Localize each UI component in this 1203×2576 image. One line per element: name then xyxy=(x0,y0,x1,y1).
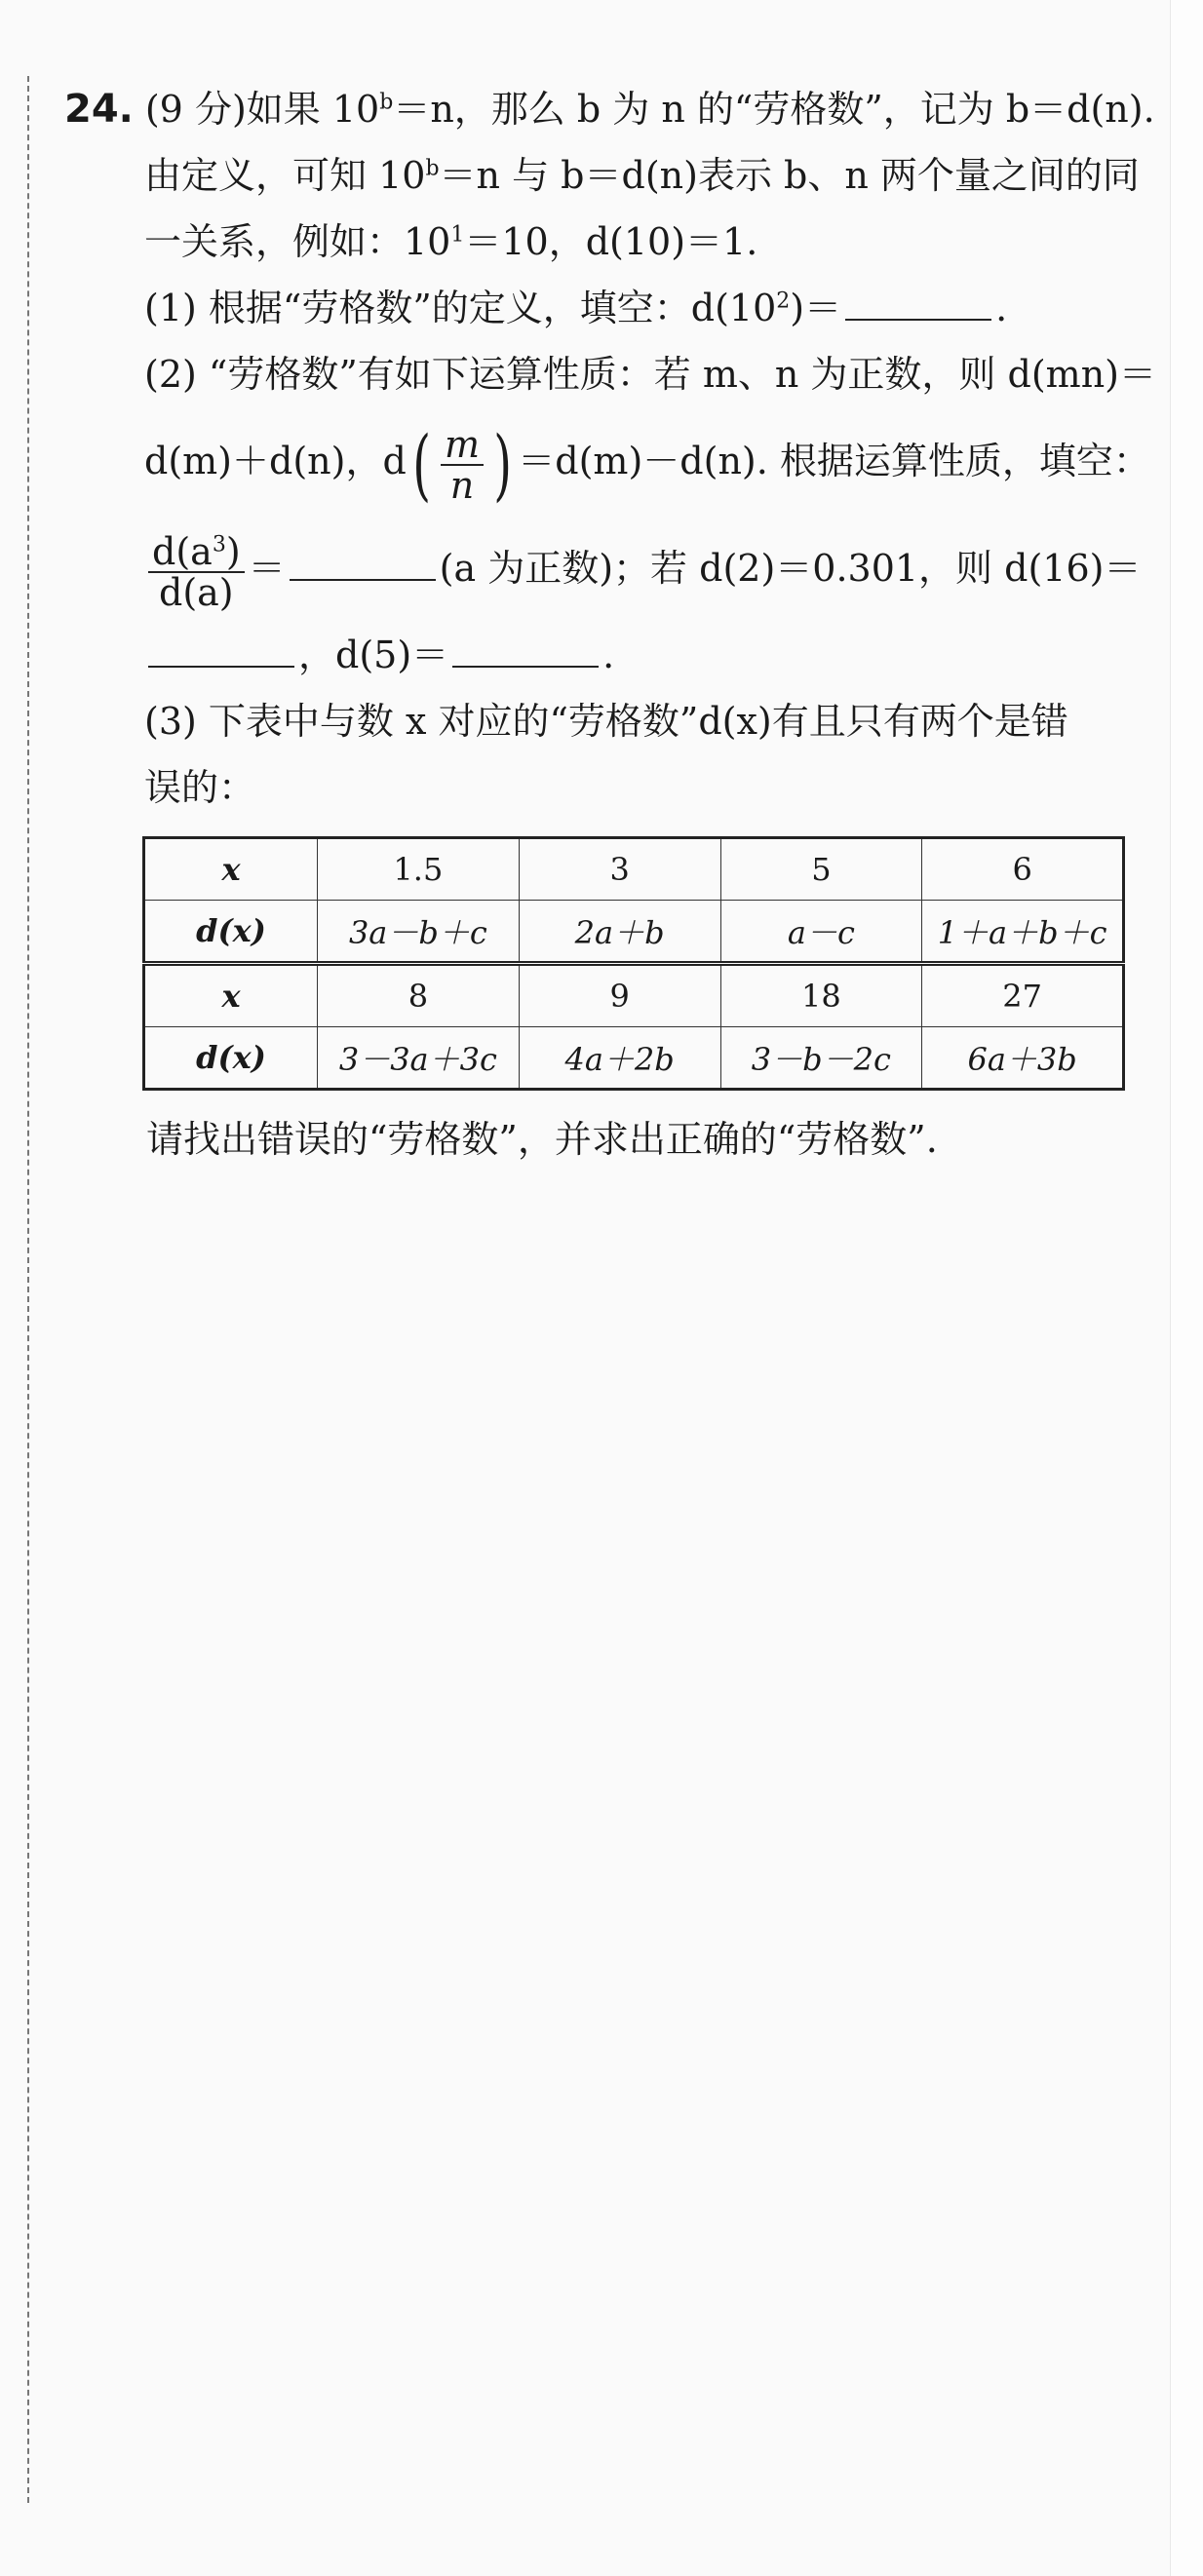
table-cell: 3－3a＋3c xyxy=(318,1027,520,1090)
part-2-line-1: (2) “劳格数”有如下运算性质：若 m、n 为正数，则 d(mn)＝ xyxy=(144,353,1156,396)
table-cell: 27 xyxy=(922,964,1124,1027)
table-cell: a－c xyxy=(720,901,922,964)
part-3-line-1: (3) 下表中与数 x 对应的“劳格数”d(x)有且只有两个是错 xyxy=(144,700,1068,743)
fraction-m-over-n: ( $\frac{m}{n}$ ) xyxy=(412,418,513,510)
problem-24 xyxy=(64,76,1156,821)
table-cell: 3 xyxy=(519,838,720,901)
x-header: x xyxy=(144,964,318,1027)
part-2-line-4: ，d(5)＝ . xyxy=(64,622,1146,688)
answer-blank-1[interactable] xyxy=(845,286,991,321)
table-row xyxy=(144,901,1124,964)
answer-blank-2[interactable] xyxy=(290,546,436,581)
answer-blank-3[interactable] xyxy=(148,633,294,668)
intro-line-2: 由定义，可知 $10^b=n$ 与 b＝d(n)表示 b、n 两个量之间的同 xyxy=(144,154,1140,197)
x-header: x xyxy=(144,838,318,901)
binding-dashed-line xyxy=(27,76,29,2503)
closing-instruction: 请找出错误的“劳格数”，并求出正确的“劳格数”. xyxy=(146,1118,938,1161)
part-1: (1) 根据“劳格数”的定义，填空：$d(10^2)=$ . xyxy=(144,287,1008,329)
answer-blank-4[interactable] xyxy=(452,633,599,668)
dx-header: d(x) xyxy=(144,901,318,964)
question-number: 24. xyxy=(64,87,134,132)
table-row xyxy=(144,1027,1124,1090)
table-cell: 4a＋2b xyxy=(519,1027,720,1090)
table-cell: 3－b－2c xyxy=(720,1027,922,1090)
table-cell: 1＋a＋b＋c xyxy=(922,901,1124,964)
table-cell: 18 xyxy=(720,964,922,1027)
table-cell: 3a－b＋c xyxy=(318,901,520,964)
table-row xyxy=(144,838,1124,901)
part-3-line-2: 误的： xyxy=(144,766,256,809)
part-2-line-2: d(m)＋d(n)，d ( $\frac{m}{n}$ ) ＝d(m)－d(n). 根据运算性质，填空： xyxy=(144,418,1150,510)
table-cell: 6a＋3b xyxy=(922,1027,1124,1090)
table-cell: 9 xyxy=(519,964,720,1027)
table-row xyxy=(144,964,1124,1027)
table-cell: 6 xyxy=(922,838,1124,901)
intro-line-3: 一关系，例如：$10^1=10$，d(10)＝1. xyxy=(144,220,758,263)
fraction-da3-over-da: $\frac{d(a^3)}{d(a)}$ xyxy=(148,532,245,612)
dx-header: d(x) xyxy=(144,1027,318,1090)
table-cell: 5 xyxy=(720,838,922,901)
table-cell: 1.5 xyxy=(318,838,520,901)
question-score: (9 分) xyxy=(144,88,247,131)
table-cell: 2a＋b xyxy=(519,901,720,964)
laoge-number-table xyxy=(142,836,1125,1091)
intro-line-1: 24. (9 分)如果 $10^b=n$，那么 b 为 n 的“劳格数”，记为 b＝d(n). xyxy=(64,87,1155,132)
table-cell: 8 xyxy=(318,964,520,1027)
part-2-line-3: $\frac{d(a^3)}{d(a)}$ ＝ (a 为正数)；若 d(2)＝0.301，则 d(16)＝ xyxy=(64,515,1146,622)
